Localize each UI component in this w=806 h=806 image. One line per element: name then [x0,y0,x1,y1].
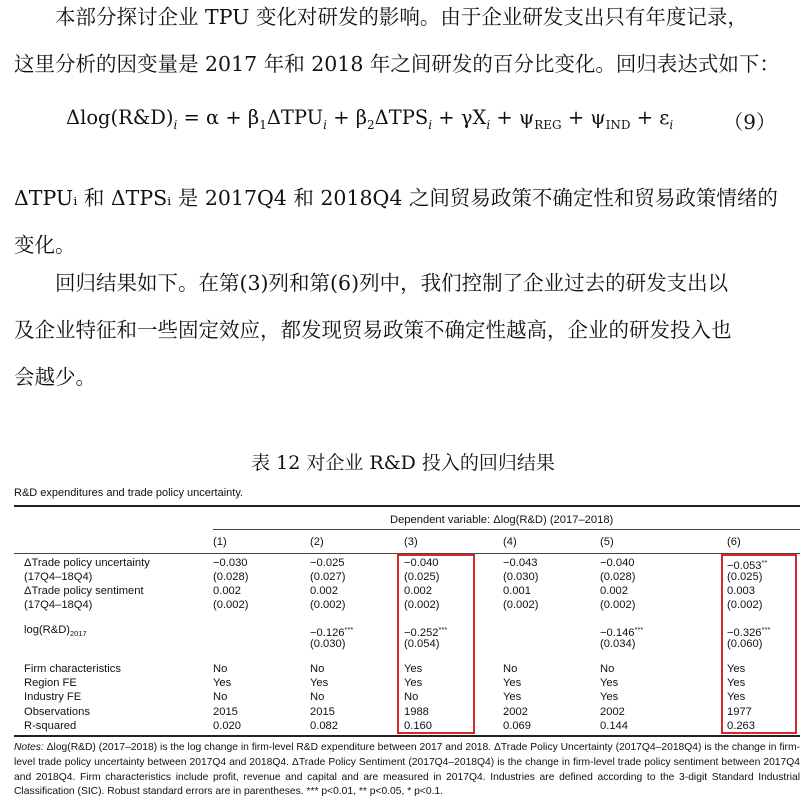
table-notes [14,741,800,800]
table-cell: (0.030) [503,571,539,583]
row-label: $\log(R\&D)_{2017}$ [24,624,87,639]
table-cell: No [600,663,615,675]
paragraph-text: 回归结果如下。在第(3)列和第(6)列中，我们控制了企业过去的研发支出以 [55,271,729,295]
paragraph-text: 会越少。 [14,365,96,389]
row-label: Observations [24,706,90,718]
column-header: (6) [727,536,741,548]
row-label: Firm characteristics [24,663,121,675]
table-cell: 0.002 [600,585,628,597]
paragraph-text: 变化。 [14,233,76,257]
table-cell: 1977 [727,706,752,718]
paragraph-text: 本部分探讨企业 TPU 变化对研发的影响。由于企业研发支出只有年度记录， [55,5,748,29]
table-cell: Yes [600,691,619,703]
paragraph-text: ΔTPUᵢ 和 ΔTPSᵢ 是 2017Q4 和 2018Q4 之间贸易政策不确定性和贸易政策情绪的 [14,186,778,210]
table-cell: (0.054) [404,638,440,650]
table-cell: 0.144 [600,720,628,732]
table-cell: 0.082 [310,720,338,732]
table-cell: Yes [404,663,423,675]
row-label: (17Q4–18Q4) [24,599,93,611]
table-cell: −0.040 [404,557,439,569]
table-cell: Yes [404,677,423,689]
table-cell: 0.002 [404,585,432,597]
table-bottom-rule [14,735,800,737]
table-cell: (0.002) [213,599,249,611]
table-cell: (0.002) [404,599,440,611]
table-cell: −0.053** [727,558,768,572]
table-cell: Yes [213,677,232,689]
row-label: ΔTrade policy uncertainty [24,557,150,569]
table-cell: Yes [727,691,746,703]
row-label: R-squared [24,720,77,732]
table-cell: No [404,691,419,703]
notes-label: Notes: [14,742,44,753]
table-cell: No [503,663,518,675]
table-cell: 0.263 [727,720,755,732]
table-cell: Yes [503,677,522,689]
table-cell: 2015 [310,706,335,718]
table-cell: −0.252*** [404,625,448,639]
paragraph-text: 这里分析的因变量是 2017 年和 2018 年之间研发的百分比变化。回归表达式如下： [14,52,780,76]
table-cell: 0.001 [503,585,531,597]
paragraph-text: 及企业特征和一些固定效应，都发现贸易政策不确定性越高，企业的研发投入也 [14,318,732,342]
table-cell: 2002 [503,706,528,718]
table-cell: Yes [600,677,619,689]
table-cell: 0.002 [213,585,241,597]
highlight-box-col3 [397,554,475,734]
column-header: (2) [310,536,324,548]
table-cell: (0.027) [310,571,346,583]
table-cell: (0.025) [404,571,440,583]
table-cell: −0.040 [600,557,635,569]
table-title: R&D expenditures and trade policy uncertainty. [14,487,244,499]
table-cell: 0.003 [727,585,755,597]
table-cell: (0.060) [727,638,763,650]
table-cell: −0.326*** [727,625,771,639]
table-cell: (0.002) [600,599,636,611]
table-cell: (0.002) [310,599,346,611]
table-cell: −0.126*** [310,625,354,639]
table-cell: (0.002) [503,599,539,611]
row-label: ΔTrade policy sentiment [24,585,144,597]
table-cell: (0.028) [600,571,636,583]
table-cell: −0.030 [213,557,248,569]
row-label: (17Q4–18Q4) [24,571,93,583]
equation-expression: $\Delta\log(R\&D)_i = \alpha + \beta_1\Delta TPU_i + \beta_2\Delta TPS_i + \gamma X_i + \psi_{REG} + \psi_{IND} + \varepsilon_i$ [66,106,674,132]
highlight-box-col6 [721,554,797,734]
column-header: (1) [213,536,227,548]
row-label: Region FE [24,677,77,689]
table-cell: 0.160 [404,720,432,732]
notes-text: Δlog(R&D) (2017–2018) is the log change in firm-level R&D expenditure between 2017 and 2018. ΔTrade Policy Uncertainty (2017Q4–2018Q4) is the change in firm-level trade policy uncertainty between 2017Q4 and 2018Q4. ΔTrade Policy Sentiment (2017Q4–2018Q4) is the change in firm-level trade policy sentiment between 2017Q4 and 2018Q4. Firm characteristics include profit, revenue and capital and are measured in 2017Q4. Industries are defined according to the 3-digit Standard Industrial Classification (SIC). Robust standard errors are in parentheses. *** p<0.01, ** p<0.05, * p<0.1. [14,742,800,798]
equation-number: （9） [723,110,776,134]
table-cell: Yes [727,677,746,689]
table-cell: 1988 [404,706,429,718]
table-cell: 0.020 [213,720,241,732]
table-cell: −0.025 [310,557,345,569]
table-cell: −0.043 [503,557,538,569]
column-header: (5) [600,536,614,548]
table-cell: No [213,663,228,675]
table-cell: (0.025) [727,571,763,583]
table-cell: No [310,663,325,675]
table-caption: 表 12 对企业 R&D 投入的回归结果 [251,452,555,474]
table-cell: Yes [310,677,329,689]
table-cell: Yes [727,663,746,675]
table-cell: Yes [503,691,522,703]
dependent-variable-header: Dependent variable: Δlog(R&D) (2017–2018) [390,514,614,526]
row-label: Industry FE [24,691,82,703]
table-cell: 0.002 [310,585,338,597]
table-cell: No [213,691,228,703]
table-cell: (0.034) [600,638,636,650]
table-cell: −0.146*** [600,625,644,639]
column-header: (4) [503,536,517,548]
table-cell: 2015 [213,706,238,718]
column-header: (3) [404,536,418,548]
table-cell: 2002 [600,706,625,718]
table-cell: 0.069 [503,720,531,732]
table-cell: (0.002) [727,599,763,611]
table-cell: No [310,691,325,703]
table-cell: (0.030) [310,638,346,650]
table-cell: (0.028) [213,571,249,583]
